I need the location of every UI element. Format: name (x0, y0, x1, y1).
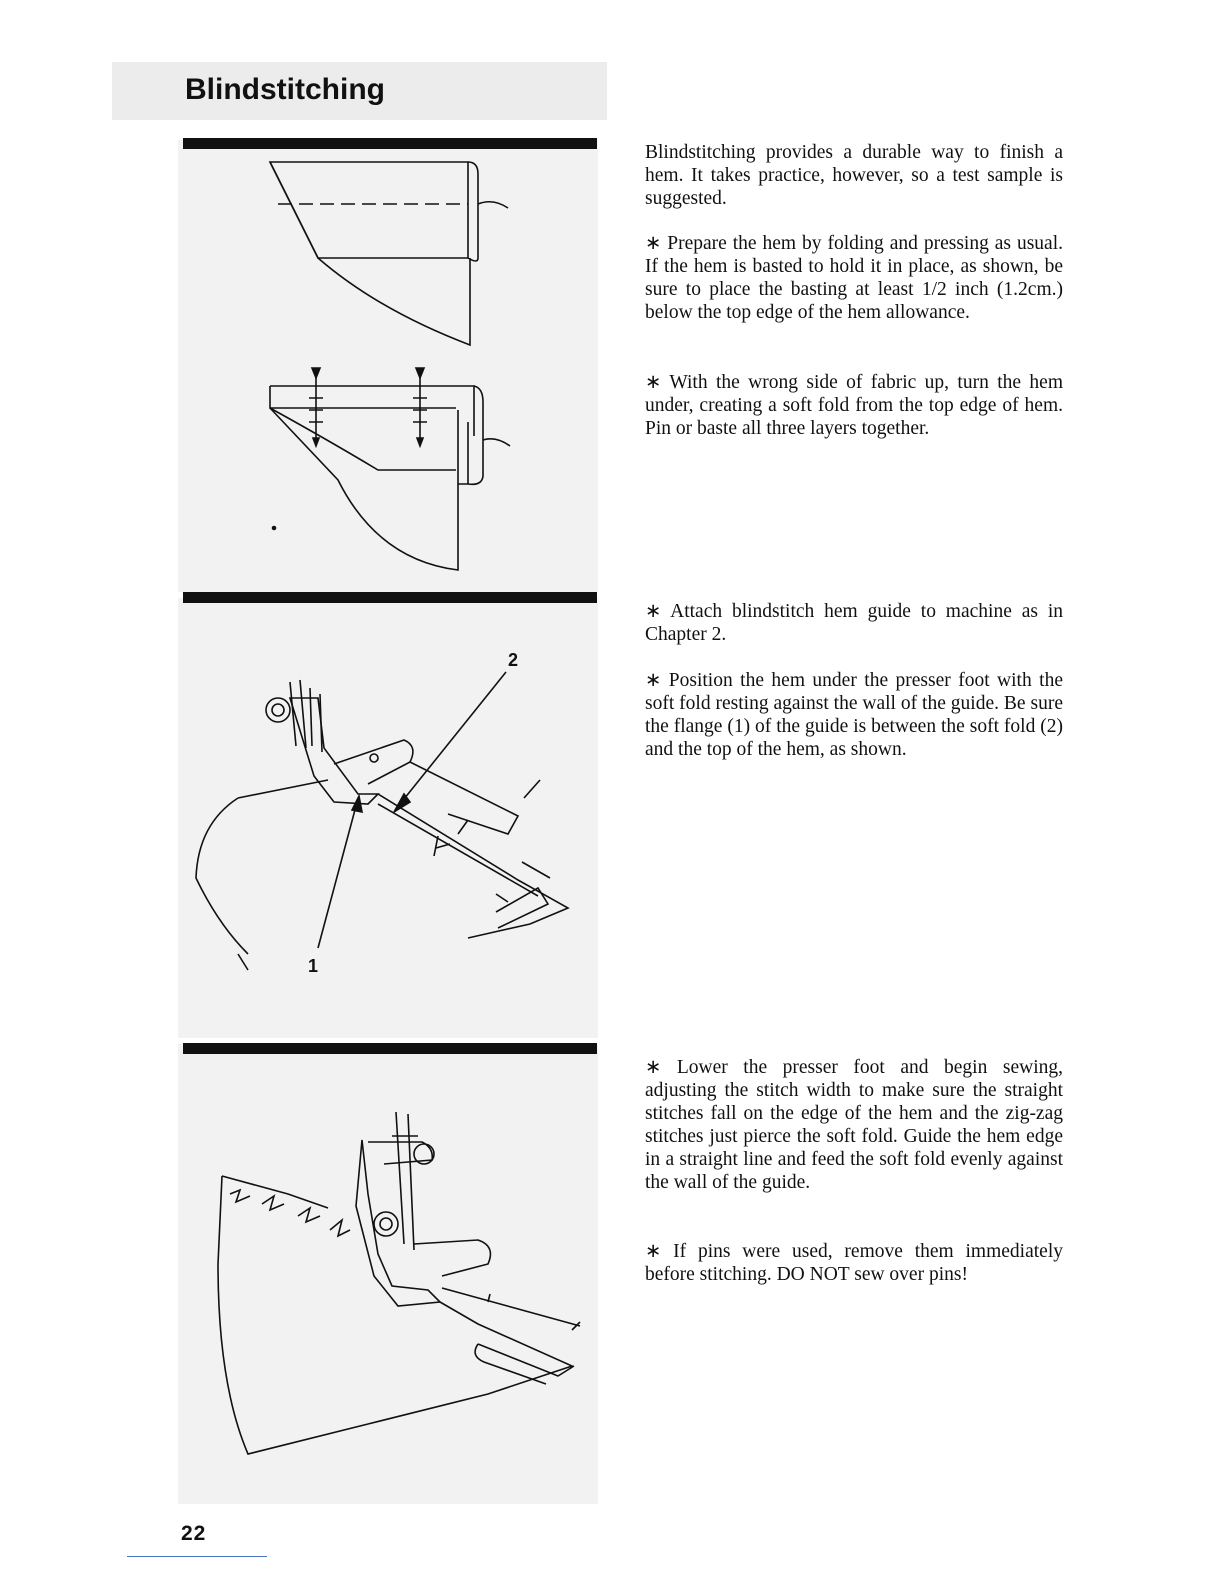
paragraph-turn-hem: ∗ With the wrong side of fabric up, turn the hem under, creating a soft fold from the top edge of hem. Pin or baste all three layers together. (645, 372, 1063, 439)
page-number: 22 (181, 1522, 207, 1545)
blindstitch-guide-illustration (178, 598, 598, 1038)
callout-label-2: 2 (508, 650, 519, 670)
sewing-blindstitch-illustration (178, 1044, 598, 1504)
footer-rule (127, 1556, 267, 1557)
callout-label-1: 1 (308, 956, 319, 976)
paragraph-remove-pins: ∗ If pins were used, remove them immediately before stitching. DO NOT sew over pins! (645, 1241, 1063, 1285)
paragraph-position-hem: ∗ Position the hem under the presser foot with the soft fold resting against the wall of the guide. Be sure the flange (1) of the guide is between the soft fold (2) and the top of the hem, as shown. (645, 670, 1063, 760)
paragraph-intro: Blindstitching provides a durable way to finish a hem. It takes practice, however, so a test sample is suggested. (645, 142, 1063, 209)
paragraph-prepare-hem: ∗ Prepare the hem by folding and pressing as usual. If the hem is basted to hold it in place, as shown, be sure to place the basting at least 1/2 inch (1.2cm.) below the top edge of the hem allowance. (645, 233, 1063, 323)
paragraph-attach-guide: ∗ Attach blindstitch hem guide to machine as in Chapter 2. (645, 601, 1063, 645)
page-title: Blindstitching (185, 73, 385, 106)
paragraph-begin-sewing: ∗ Lower the presser foot and begin sewing, adjusting the stitch width to make sure the straight stitches fall on the edge of the hem and the zig-zag stitches just pierce the soft fold. Guide the hem edge in a straight line and feed the soft fold evenly against the wall of the guide. (645, 1057, 1063, 1193)
basted-hem-illustration (178, 140, 598, 592)
